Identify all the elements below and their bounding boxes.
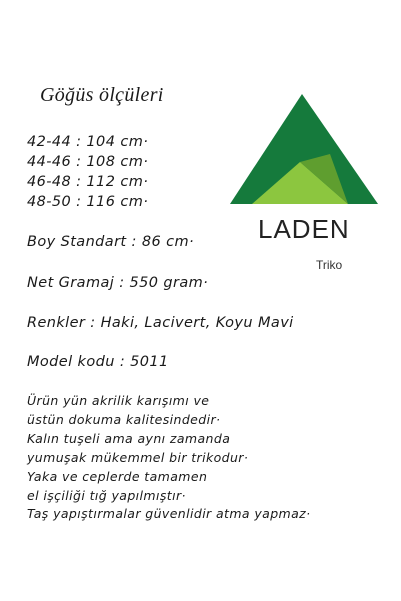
height-line: Boy Standart : 86 cm· [27, 234, 194, 250]
weight-line: Net Gramaj : 550 gram· [27, 275, 209, 291]
description-line: Taş yapıştırmalar güvenlidir atma yapmaz· [27, 506, 311, 521]
description-line: Yaka ve ceplerde tamamen [27, 469, 208, 484]
size-line: 48-50 : 116 cm· [27, 194, 149, 210]
laden-logo-icon [230, 94, 380, 206]
colors-line: Renkler : Haki, Lacivert, Koyu Mavi [27, 315, 294, 331]
page-title: Göğüs ölçüleri [40, 84, 164, 106]
description-line: yumuşak mükemmel bir trikodur· [27, 450, 249, 465]
description-line: üstün dokuma kalitesindedir· [27, 412, 221, 427]
size-line: 42-44 : 104 cm· [27, 134, 149, 150]
description-line: el işçiliği tığ yapılmıştır· [27, 488, 186, 503]
brand-name: LADEN [258, 214, 350, 244]
brand-subtitle: Triko [316, 258, 343, 272]
size-line: 46-48 : 112 cm· [27, 174, 149, 190]
model-code-line: Model kodu : 5011 [27, 354, 169, 370]
size-line: 44-46 : 108 cm· [27, 154, 149, 170]
description-line: Ürün yün akrilik karışımı ve [27, 393, 210, 408]
description-line: Kalın tuşeli ama aynı zamanda [27, 431, 231, 446]
